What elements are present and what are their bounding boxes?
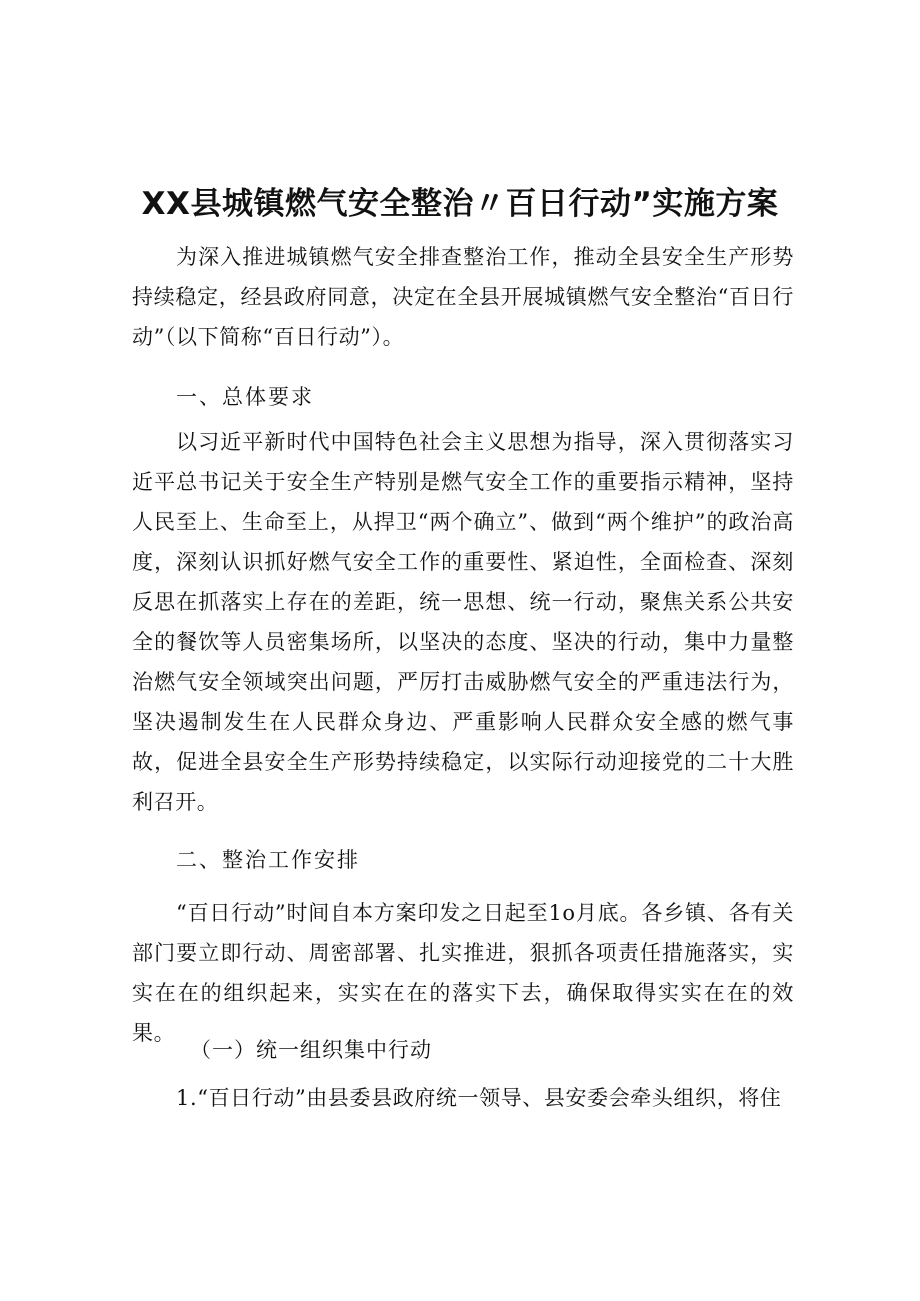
document-title: XX县城镇燃气安全整治〃百日行动”实施方案 — [141, 186, 779, 222]
intro-paragraph: 为深入推进城镇燃气安全排查整治工作，推动全县安全生产形势持续稳定，经县政府同意，决定在全县开展城镇燃气安全整治“百日行动”（以下简称“百日行动”）。 — [132, 245, 794, 349]
list-item-1: 1.“百日行动”由县委县政府统一领导、县安委会牵头组织，将住 — [176, 1086, 782, 1110]
work-arrangement-paragraph: “百日行动”时间自本方案印发之日起至1o月底。各乡镇、各有关部门要立即行动、周密部署、扎实推进，狠抓各项责任措施落实，实实在在的组织起来，实实在在的落实下去，确保取得实实在在的效果。 — [132, 901, 794, 1045]
section-heading-overall-requirements: 一、总体要求 — [176, 385, 314, 409]
subsection-heading-unified-organization: （一）统一组织集中行动 — [190, 1038, 432, 1062]
overall-requirements-paragraph: 以习近平新时代中国特色社会主义思想为指导，深入贯彻落实习近平总书记关于安全生产特别是燃气安全工作的重要指示精神，坚持人民至上、生命至上，从捍卫“两个确立”、做到“两个维护”的政治高度，深刻认识抓好燃气安全工作的重要性、紧迫性，全面检查、深刻反思在抓落实上存在的差距，统一思想、统一行动，聚焦关系公共安全的餐饮等人员密集场所，以坚决的态度、坚决的行动，集中力量整治燃气安全领域突出问题，严厉打击威胁燃气安全的严重违法行为，坚决遏制发生在人民群众身边、严重影响人民群众安全感的燃气事故，促进全县安全生产形势持续稳定，以实际行动迎接党的二十大胜利召开。 — [132, 430, 794, 814]
section-heading-work-arrangement: 二、整治工作安排 — [176, 848, 360, 872]
